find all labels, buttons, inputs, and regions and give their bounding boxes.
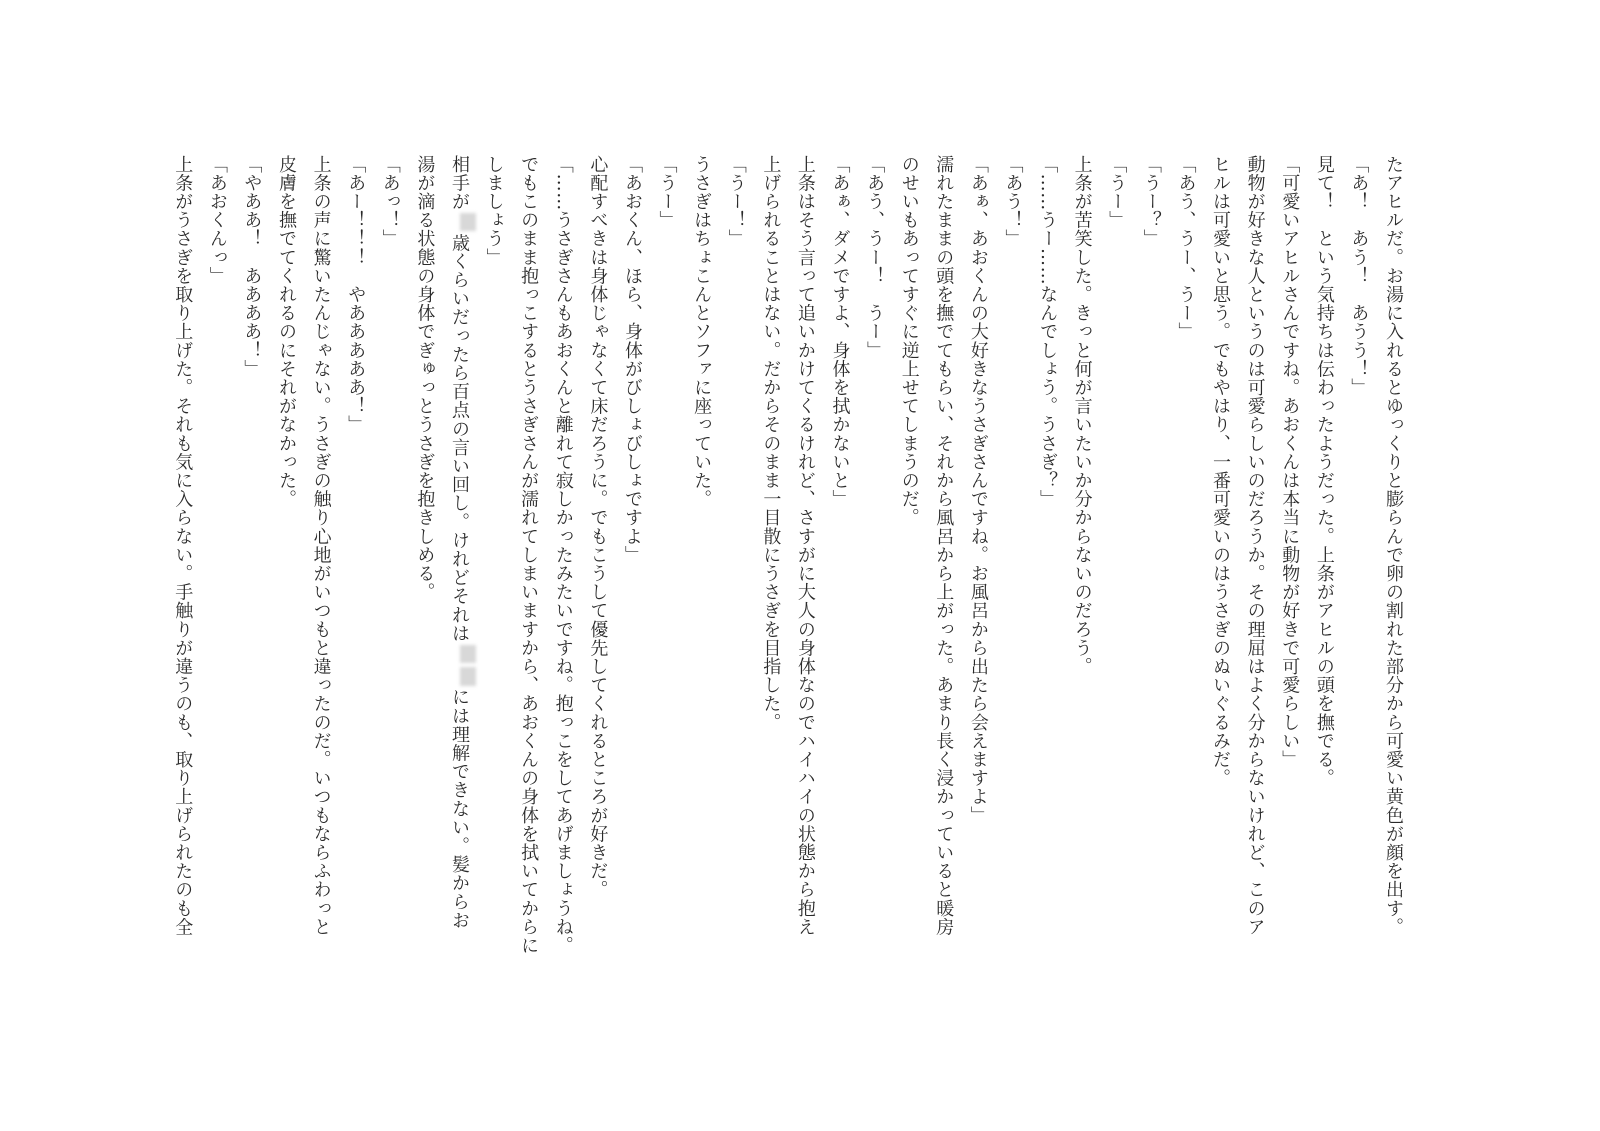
text-line: 「あおくんっ」 [206, 155, 228, 286]
text-line: ヒルは可愛いと思う。でもやはり、一番可愛いのはうさぎのぬいぐるみだ。 [1210, 155, 1232, 788]
text-line: 「あぁ、ダメですよ、身体を拭かないと」 [829, 155, 851, 509]
text-line: 「あおくん、ほら、身体がびしょびしょですよ」 [621, 155, 643, 565]
text-line: 「うー」 [1106, 155, 1128, 230]
text-line: 相手が歳くらいだったら百点の言い回し。けれどそれはには理解できない。髪からお [441, 155, 476, 975]
text-line: 上げられることはない。だからそのまま一目散にうさぎを目指した。 [760, 155, 782, 732]
text-line: 「……うさぎさんもあおくんと離れて寂しかったみたいですね。抱っこをしてあげましょうね。 [552, 155, 574, 955]
text-line: うさぎはちょこんとソファに座っていた。 [691, 155, 713, 509]
text-line: 上条がうさぎを取り上げた。それも気に入らない。手触りが違うのも、取り上げられたのも全 [172, 155, 194, 937]
text-line: 「あう！」 [1002, 155, 1024, 248]
text-line: 「あ！ あう！ あうう！」 [1348, 155, 1370, 397]
text-line: 「あう、うー、うー」 [1175, 155, 1197, 341]
text-line: 心配すべきは身体じゃなくて床だろうに。でもこうして優先してくれるところが好きだ。 [587, 155, 609, 899]
text-line: 「あぁ、あおくんの大好きなうさぎさんですね。お風呂から出たら会えますよ」 [967, 155, 989, 825]
text-line: のせいもあってすぐに逆上せてしまうのだ。 [898, 155, 920, 527]
text-line: 見て！ という気持ちは伝わったようだった。上条がアヒルの頭を撫でる。 [1313, 155, 1335, 788]
text-line: 「うー！」 [725, 155, 747, 248]
text-line: 動物が好きな人というのは可愛らしいのだろうか。その理屈はよく分からないけれど、このア [1244, 155, 1266, 937]
text-line: しましょう」 [483, 155, 505, 267]
redacted-mark [460, 667, 476, 686]
text-line: 上条が苦笑した。きっと何が言いたいか分からないのだろう。 [1071, 155, 1093, 676]
text-line: 上条の声に驚いたんじゃない。うさぎの触り心地がいつもと違ったのだ。いつもならふわっと [310, 155, 332, 937]
text-line: 「うー」 [656, 155, 678, 230]
redacted-mark [460, 213, 476, 232]
text-line: 「あー！！！ やあああああ！」 [345, 155, 367, 434]
vertical-text-body [160, 155, 1410, 975]
redacted-mark [460, 645, 476, 664]
text-line: 上条はそう言って追いかけてくるけれど、さすがに大人の身体なのでハイハイの状態から抱え [794, 155, 816, 937]
text-line: でもこのまま抱っこするとうさぎさんが濡れてしまいますから、あおくんの身体を拭いてからに [518, 155, 540, 955]
text-line: たアヒルだ。お湯に入れるとゆっくりと膨らんで卵の割れた部分から可愛い黄色が顔を出す。 [1383, 155, 1404, 937]
text-line: 「あう、うー！ うー」 [864, 155, 886, 360]
text-line: 湯が滴る状態の身体でぎゅっとうさぎを抱きしめる。 [414, 155, 436, 602]
text-line: 「うー？」 [1140, 155, 1162, 248]
text-line: 「やああ！ ああああ！」 [241, 155, 263, 379]
text-line: 「可愛いアヒルさんですね。あおくんは本当に動物が好きで可愛らしい」 [1279, 155, 1301, 769]
text-line: 「あっ！」 [379, 155, 401, 248]
text-line: 皮膚を撫でてくれるのにそれがなかった。 [276, 155, 297, 509]
text-line: 「……うー……なんでしょう。うさぎ？」 [1037, 155, 1059, 509]
text-line: 濡れたままの頭を撫でてもらい、それから風呂から上がった。あまり長く浸かっていると暖房 [933, 155, 955, 937]
